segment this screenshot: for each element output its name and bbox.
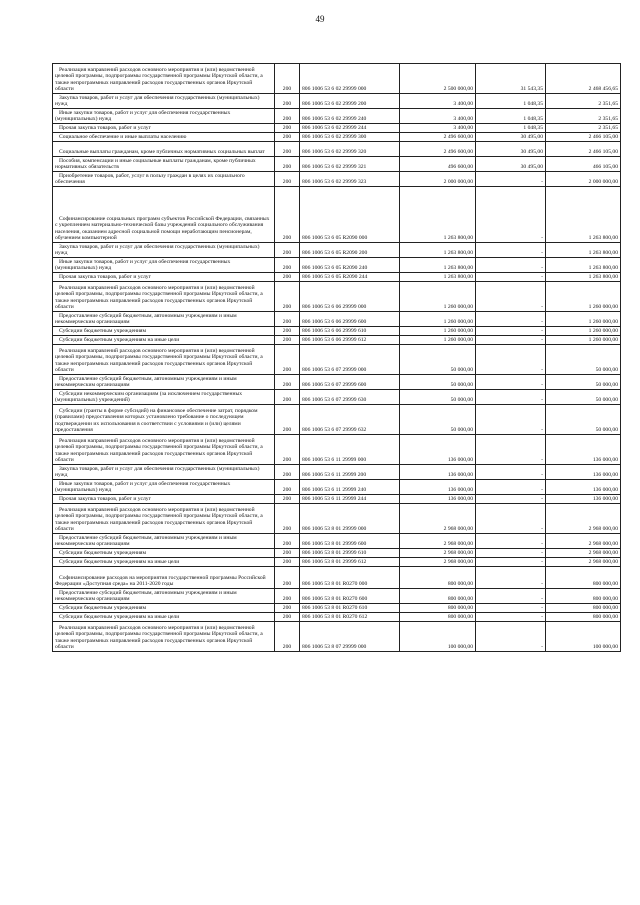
approved-amount-cell: 2 496 600,00	[400, 142, 476, 157]
expense-name-cell: Реализация направлений расходов основного мероприятия и (или) ведомственной целевой программы, подпрограммы государственной программы Иркутской области, а также непрограммных направлений расходов государственных органов Иркутской области	[53, 345, 275, 375]
line-code-cell: 200	[275, 549, 300, 558]
approved-amount-cell: 50 000,00	[400, 390, 476, 405]
table-row	[53, 124, 621, 133]
table-row	[53, 567, 621, 589]
unexecuted-amount-cell: 50 000,00	[546, 390, 621, 405]
expense-name-cell: Субсидии бюджетным учреждениям	[53, 549, 275, 558]
expense-name-cell: Иные закупки товаров, работ и услуг для обеспечения государственных (муниципальных) нужд	[53, 258, 275, 273]
unexecuted-amount-cell: 1 260 000,00	[546, 327, 621, 336]
executed-amount-cell: -	[476, 345, 546, 375]
executed-amount-cell: -	[476, 273, 546, 282]
expense-name-cell: Иные закупки товаров, работ и услуг для обеспечения государственных (муниципальных) нужд	[53, 480, 275, 495]
executed-amount-cell: -	[476, 622, 546, 652]
unexecuted-amount-cell: 800 000,00	[546, 567, 621, 589]
line-code-cell: 200	[275, 622, 300, 652]
expense-name-cell: Субсидии бюджетным учреждениям	[53, 604, 275, 613]
table-row	[53, 435, 621, 465]
approved-amount-cell: 1 263 800,00	[400, 273, 476, 282]
table-row	[53, 465, 621, 480]
expense-name-cell: Субсидии бюджетным учреждениям	[53, 327, 275, 336]
budget-table-body	[53, 64, 621, 652]
expense-name-cell: Субсидии бюджетным учреждениям на иные цели	[53, 336, 275, 345]
executed-amount-cell: 30 495,00	[476, 133, 546, 142]
unexecuted-amount-cell: 800 000,00	[546, 589, 621, 604]
table-row	[53, 345, 621, 375]
budget-classification-cell: 806 1006 53 6 11 29999 240	[300, 480, 400, 495]
unexecuted-amount-cell: 2 351,65	[546, 94, 621, 109]
expense-name-cell: Прочая закупка товаров, работ и услуг	[53, 124, 275, 133]
executed-amount-cell: -	[476, 604, 546, 613]
budget-classification-cell: 806 1006 53 6 02 29999 000	[300, 64, 400, 94]
budget-classification-cell: 806 1006 53 6 06 29999 000	[300, 282, 400, 312]
expense-name-cell: Реализация направлений расходов основного мероприятия и (или) ведомственной целевой программы, подпрограммы государственной программы Иркутской области, а также непрограммных направлений расходов государственных органов Иркутской области	[53, 504, 275, 534]
expense-name-cell: Приобретение товаров, работ, услуг в пользу граждан в целях их социального обеспечения	[53, 172, 275, 187]
approved-amount-cell: 2 500 000,00	[400, 64, 476, 94]
expense-name-cell: Закупка товаров, работ и услуг для обеспечения государственных (муниципальных) нужд	[53, 94, 275, 109]
executed-amount-cell: 1 048,35	[476, 94, 546, 109]
executed-amount-cell: -	[476, 258, 546, 273]
unexecuted-amount-cell: 136 000,00	[546, 435, 621, 465]
unexecuted-amount-cell: 1 260 000,00	[546, 312, 621, 327]
table-row	[53, 94, 621, 109]
approved-amount-cell: 2 496 600,00	[400, 133, 476, 142]
budget-classification-cell: 806 1006 53 8 01 29999 612	[300, 558, 400, 567]
unexecuted-amount-cell: 2 968 000,00	[546, 534, 621, 549]
approved-amount-cell: 50 000,00	[400, 345, 476, 375]
unexecuted-amount-cell: 1 263 800,00	[546, 243, 621, 258]
table-row	[53, 243, 621, 258]
approved-amount-cell: 1 260 000,00	[400, 312, 476, 327]
budget-classification-cell: 806 1006 53 6 07 29999 632	[300, 405, 400, 435]
table-row	[53, 327, 621, 336]
line-code-cell: 200	[275, 375, 300, 390]
line-code-cell: 200	[275, 124, 300, 133]
approved-amount-cell: 50 000,00	[400, 405, 476, 435]
unexecuted-amount-cell: 136 000,00	[546, 480, 621, 495]
executed-amount-cell: -	[476, 465, 546, 480]
line-code-cell: 200	[275, 567, 300, 589]
line-code-cell: 200	[275, 327, 300, 336]
approved-amount-cell: 800 000,00	[400, 589, 476, 604]
line-code-cell: 200	[275, 405, 300, 435]
unexecuted-amount-cell: 50 000,00	[546, 375, 621, 390]
executed-amount-cell: -	[476, 375, 546, 390]
approved-amount-cell: 2 968 000,00	[400, 534, 476, 549]
line-code-cell: 200	[275, 435, 300, 465]
unexecuted-amount-cell: 2 468 456,65	[546, 64, 621, 94]
approved-amount-cell: 136 000,00	[400, 435, 476, 465]
expense-name-cell: Реализация направлений расходов основного мероприятия и (или) ведомственной целевой программы, подпрограммы государственной программы Иркутской области, а также непрограммных направлений расходов государственных органов Иркутской области	[53, 282, 275, 312]
unexecuted-amount-cell: 50 000,00	[546, 345, 621, 375]
line-code-cell: 200	[275, 258, 300, 273]
table-row	[53, 109, 621, 124]
approved-amount-cell: 3 400,00	[400, 109, 476, 124]
table-row	[53, 336, 621, 345]
expense-name-cell: Социальные выплаты гражданам, кроме публичных нормативных социальных выплат	[53, 142, 275, 157]
budget-classification-cell: 806 1006 53 8 01 R0270 600	[300, 589, 400, 604]
table-row	[53, 273, 621, 282]
approved-amount-cell: 3 400,00	[400, 124, 476, 133]
budget-classification-cell: 806 1006 53 8 01 29999 600	[300, 534, 400, 549]
approved-amount-cell: 800 000,00	[400, 613, 476, 622]
budget-classification-cell: 806 1006 53 6 11 29999 244	[300, 495, 400, 504]
unexecuted-amount-cell: 50 000,00	[546, 405, 621, 435]
table-row	[53, 258, 621, 273]
expense-name-cell: Закупка товаров, работ и услуг для обеспечения государственных (муниципальных) нужд	[53, 465, 275, 480]
table-row	[53, 64, 621, 94]
budget-report-sheet	[52, 63, 620, 652]
executed-amount-cell: -	[476, 187, 546, 243]
unexecuted-amount-cell: 1 263 800,00	[546, 273, 621, 282]
budget-classification-cell: 806 1006 53 6 02 29999 323	[300, 172, 400, 187]
expense-name-cell: Пособия, компенсации и иные социальные выплаты гражданам, кроме публичных нормативных обязательств	[53, 157, 275, 172]
executed-amount-cell: -	[476, 435, 546, 465]
executed-amount-cell: -	[476, 312, 546, 327]
table-row	[53, 172, 621, 187]
approved-amount-cell: 2 968 000,00	[400, 504, 476, 534]
table-row	[53, 133, 621, 142]
budget-classification-cell: 806 1006 53 6 02 29999 240	[300, 109, 400, 124]
budget-classification-cell: 806 1006 53 6 05 R2090 244	[300, 273, 400, 282]
budget-classification-cell: 806 1006 53 8 07 29999 000	[300, 622, 400, 652]
expense-name-cell: Софинансирование расходов на мероприятия государственной программы Российской Федерации «Доступная среда» на 2011-2020 годы	[53, 567, 275, 589]
executed-amount-cell: -	[476, 534, 546, 549]
budget-classification-cell: 806 1006 53 6 06 29999 600	[300, 312, 400, 327]
approved-amount-cell: 2 000 000,00	[400, 172, 476, 187]
budget-classification-cell: 806 1006 53 6 11 29999 200	[300, 465, 400, 480]
table-row	[53, 589, 621, 604]
budget-classification-cell: 806 1006 53 6 02 29999 321	[300, 157, 400, 172]
executed-amount-cell: -	[476, 504, 546, 534]
budget-classification-cell: 806 1006 53 6 07 29999 000	[300, 345, 400, 375]
table-row	[53, 390, 621, 405]
line-code-cell: 200	[275, 312, 300, 327]
budget-table	[52, 63, 621, 652]
approved-amount-cell: 100 000,00	[400, 622, 476, 652]
unexecuted-amount-cell: 2 351,65	[546, 109, 621, 124]
approved-amount-cell: 136 000,00	[400, 465, 476, 480]
executed-amount-cell: -	[476, 390, 546, 405]
line-code-cell: 200	[275, 534, 300, 549]
budget-classification-cell: 806 1006 53 6 02 29999 244	[300, 124, 400, 133]
table-row	[53, 604, 621, 613]
executed-amount-cell: -	[476, 172, 546, 187]
line-code-cell: 200	[275, 172, 300, 187]
expense-name-cell: Предоставление субсидий бюджетным, автономным учреждениям и иным некоммерческим организациям	[53, 534, 275, 549]
approved-amount-cell: 800 000,00	[400, 604, 476, 613]
line-code-cell: 200	[275, 345, 300, 375]
line-code-cell: 200	[275, 109, 300, 124]
table-row	[53, 142, 621, 157]
line-code-cell: 200	[275, 589, 300, 604]
table-row	[53, 558, 621, 567]
line-code-cell: 200	[275, 604, 300, 613]
line-code-cell: 200	[275, 64, 300, 94]
budget-classification-cell: 806 1006 53 8 01 29999 610	[300, 549, 400, 558]
expense-name-cell: Социальное обеспечение и иные выплаты населению	[53, 133, 275, 142]
unexecuted-amount-cell: 1 263 800,00	[546, 187, 621, 243]
expense-name-cell: Предоставление субсидий бюджетным, автономным учреждениям и иным некоммерческим организациям	[53, 375, 275, 390]
table-row	[53, 504, 621, 534]
unexecuted-amount-cell: 1 263 800,00	[546, 258, 621, 273]
expense-name-cell: Реализация направлений расходов основного мероприятия и (или) ведомственной целевой программы, подпрограммы государственной программы Иркутской области, а также непрограммных направлений расходов государственных органов Иркутской области	[53, 64, 275, 94]
line-code-cell: 200	[275, 495, 300, 504]
unexecuted-amount-cell: 2 968 000,00	[546, 558, 621, 567]
line-code-cell: 200	[275, 157, 300, 172]
line-code-cell: 200	[275, 273, 300, 282]
line-code-cell: 200	[275, 465, 300, 480]
line-code-cell: 200	[275, 558, 300, 567]
executed-amount-cell: -	[476, 243, 546, 258]
expense-name-cell: Прочая закупка товаров, работ и услуг	[53, 273, 275, 282]
executed-amount-cell: 31 543,35	[476, 64, 546, 94]
expense-name-cell: Софинансирование социальных программ субъектов Российской Федерации, связанных с укреплением материально-технической базы учреждений социального обслуживания населения, оказанием адресной социальной помощи неработающим пенсионерам, обучением компьютерной	[53, 187, 275, 243]
approved-amount-cell: 1 260 000,00	[400, 282, 476, 312]
line-code-cell: 200	[275, 390, 300, 405]
executed-amount-cell: 1 048,35	[476, 124, 546, 133]
approved-amount-cell: 50 000,00	[400, 375, 476, 390]
table-row	[53, 157, 621, 172]
expense-name-cell: Предоставление субсидий бюджетным, автономным учреждениям и иным некоммерческим организациям	[53, 589, 275, 604]
unexecuted-amount-cell: 2 000 000,00	[546, 172, 621, 187]
table-row	[53, 480, 621, 495]
executed-amount-cell: -	[476, 282, 546, 312]
table-row	[53, 375, 621, 390]
approved-amount-cell: 496 600,00	[400, 157, 476, 172]
unexecuted-amount-cell: 136 000,00	[546, 495, 621, 504]
executed-amount-cell: 30 495,00	[476, 157, 546, 172]
budget-classification-cell: 806 1006 53 6 02 29999 200	[300, 94, 400, 109]
unexecuted-amount-cell: 800 000,00	[546, 613, 621, 622]
unexecuted-amount-cell: 1 260 000,00	[546, 336, 621, 345]
approved-amount-cell: 2 968 000,00	[400, 558, 476, 567]
budget-classification-cell: 806 1006 53 6 05 R2090 240	[300, 258, 400, 273]
table-row	[53, 312, 621, 327]
approved-amount-cell: 2 968 000,00	[400, 549, 476, 558]
budget-classification-cell: 806 1006 53 6 02 29999 300	[300, 133, 400, 142]
executed-amount-cell: -	[476, 327, 546, 336]
unexecuted-amount-cell: 2 466 105,00	[546, 142, 621, 157]
unexecuted-amount-cell: 2 351,65	[546, 124, 621, 133]
executed-amount-cell: -	[476, 336, 546, 345]
expense-name-cell: Предоставление субсидий бюджетным, автономным учреждениям и иным некоммерческим организациям	[53, 312, 275, 327]
budget-classification-cell: 806 1006 53 8 01 29999 000	[300, 504, 400, 534]
table-row	[53, 534, 621, 549]
table-row	[53, 495, 621, 504]
line-code-cell: 200	[275, 504, 300, 534]
unexecuted-amount-cell: 2 968 000,00	[546, 504, 621, 534]
executed-amount-cell: -	[476, 405, 546, 435]
approved-amount-cell: 136 000,00	[400, 495, 476, 504]
budget-classification-cell: 806 1006 53 6 07 29999 630	[300, 390, 400, 405]
line-code-cell: 200	[275, 243, 300, 258]
executed-amount-cell: -	[476, 558, 546, 567]
executed-amount-cell: -	[476, 495, 546, 504]
approved-amount-cell: 136 000,00	[400, 480, 476, 495]
unexecuted-amount-cell: 100 000,00	[546, 622, 621, 652]
unexecuted-amount-cell: 2 466 105,00	[546, 133, 621, 142]
executed-amount-cell: 1 048,35	[476, 109, 546, 124]
table-row	[53, 282, 621, 312]
executed-amount-cell: -	[476, 589, 546, 604]
line-code-cell: 200	[275, 94, 300, 109]
expense-name-cell: Субсидии некоммерческим организациям (за исключением государственных (муниципальных) учреждений)	[53, 390, 275, 405]
table-row	[53, 622, 621, 652]
executed-amount-cell: -	[476, 549, 546, 558]
line-code-cell: 200	[275, 133, 300, 142]
unexecuted-amount-cell: 466 105,00	[546, 157, 621, 172]
line-code-cell: 200	[275, 613, 300, 622]
approved-amount-cell: 1 263 800,00	[400, 258, 476, 273]
approved-amount-cell: 1 263 800,00	[400, 187, 476, 243]
executed-amount-cell: -	[476, 480, 546, 495]
table-row	[53, 187, 621, 243]
expense-name-cell: Реализация направлений расходов основного мероприятия и (или) ведомственной целевой программы, подпрограммы государственной программы Иркутской области, а также непрограммных направлений расходов государственных органов Иркутской области	[53, 622, 275, 652]
approved-amount-cell: 1 263 800,00	[400, 243, 476, 258]
budget-classification-cell: 806 1006 53 8 01 R0270 610	[300, 604, 400, 613]
budget-classification-cell: 806 1006 53 6 06 29999 612	[300, 336, 400, 345]
expense-name-cell: Прочая закупка товаров, работ и услуг	[53, 495, 275, 504]
approved-amount-cell: 800 000,00	[400, 567, 476, 589]
expense-name-cell: Субсидии (гранты в форме субсидий) на финансовое обеспечение затрат, порядком (правилами) предоставления которых установлено требование о последующем подтверждении их использования в соответствии с условиями и (или) целями предоставления	[53, 405, 275, 435]
unexecuted-amount-cell: 2 968 000,00	[546, 549, 621, 558]
line-code-cell: 200	[275, 142, 300, 157]
table-row	[53, 405, 621, 435]
unexecuted-amount-cell: 800 000,00	[546, 604, 621, 613]
approved-amount-cell: 1 260 000,00	[400, 336, 476, 345]
executed-amount-cell: -	[476, 567, 546, 589]
executed-amount-cell: -	[476, 613, 546, 622]
expense-name-cell: Закупка товаров, работ и услуг для обеспечения государственных (муниципальных) нужд	[53, 243, 275, 258]
unexecuted-amount-cell: 1 260 000,00	[546, 282, 621, 312]
budget-classification-cell: 806 1006 53 6 05 R2090 000	[300, 187, 400, 243]
budget-classification-cell: 806 1006 53 6 11 29999 000	[300, 435, 400, 465]
budget-classification-cell: 806 1006 53 6 06 29999 610	[300, 327, 400, 336]
budget-classification-cell: 806 1006 53 8 01 R0270 612	[300, 613, 400, 622]
expense-name-cell: Субсидии бюджетным учреждениям на иные цели	[53, 558, 275, 567]
expense-name-cell: Субсидии бюджетным учреждениям на иные цели	[53, 613, 275, 622]
budget-classification-cell: 806 1006 53 6 05 R2090 200	[300, 243, 400, 258]
line-code-cell: 200	[275, 282, 300, 312]
unexecuted-amount-cell: 136 000,00	[546, 465, 621, 480]
line-code-cell: 200	[275, 336, 300, 345]
table-row	[53, 613, 621, 622]
executed-amount-cell: 30 495,00	[476, 142, 546, 157]
budget-classification-cell: 806 1006 53 6 02 29999 320	[300, 142, 400, 157]
approved-amount-cell: 3 400,00	[400, 94, 476, 109]
budget-classification-cell: 806 1006 53 6 07 29999 600	[300, 375, 400, 390]
approved-amount-cell: 1 260 000,00	[400, 327, 476, 336]
line-code-cell: 200	[275, 480, 300, 495]
line-code-cell: 200	[275, 187, 300, 243]
table-row	[53, 549, 621, 558]
expense-name-cell: Иные закупки товаров, работ и услуг для обеспечения государственных (муниципальных) нужд	[53, 109, 275, 124]
page-number: 49	[315, 14, 325, 24]
budget-classification-cell: 806 1006 53 8 01 R0270 000	[300, 567, 400, 589]
expense-name-cell: Реализация направлений расходов основного мероприятия и (или) ведомственной целевой программы, подпрограммы государственной программы Иркутской области, а также непрограммных направлений расходов государственных органов Иркутской области	[53, 435, 275, 465]
